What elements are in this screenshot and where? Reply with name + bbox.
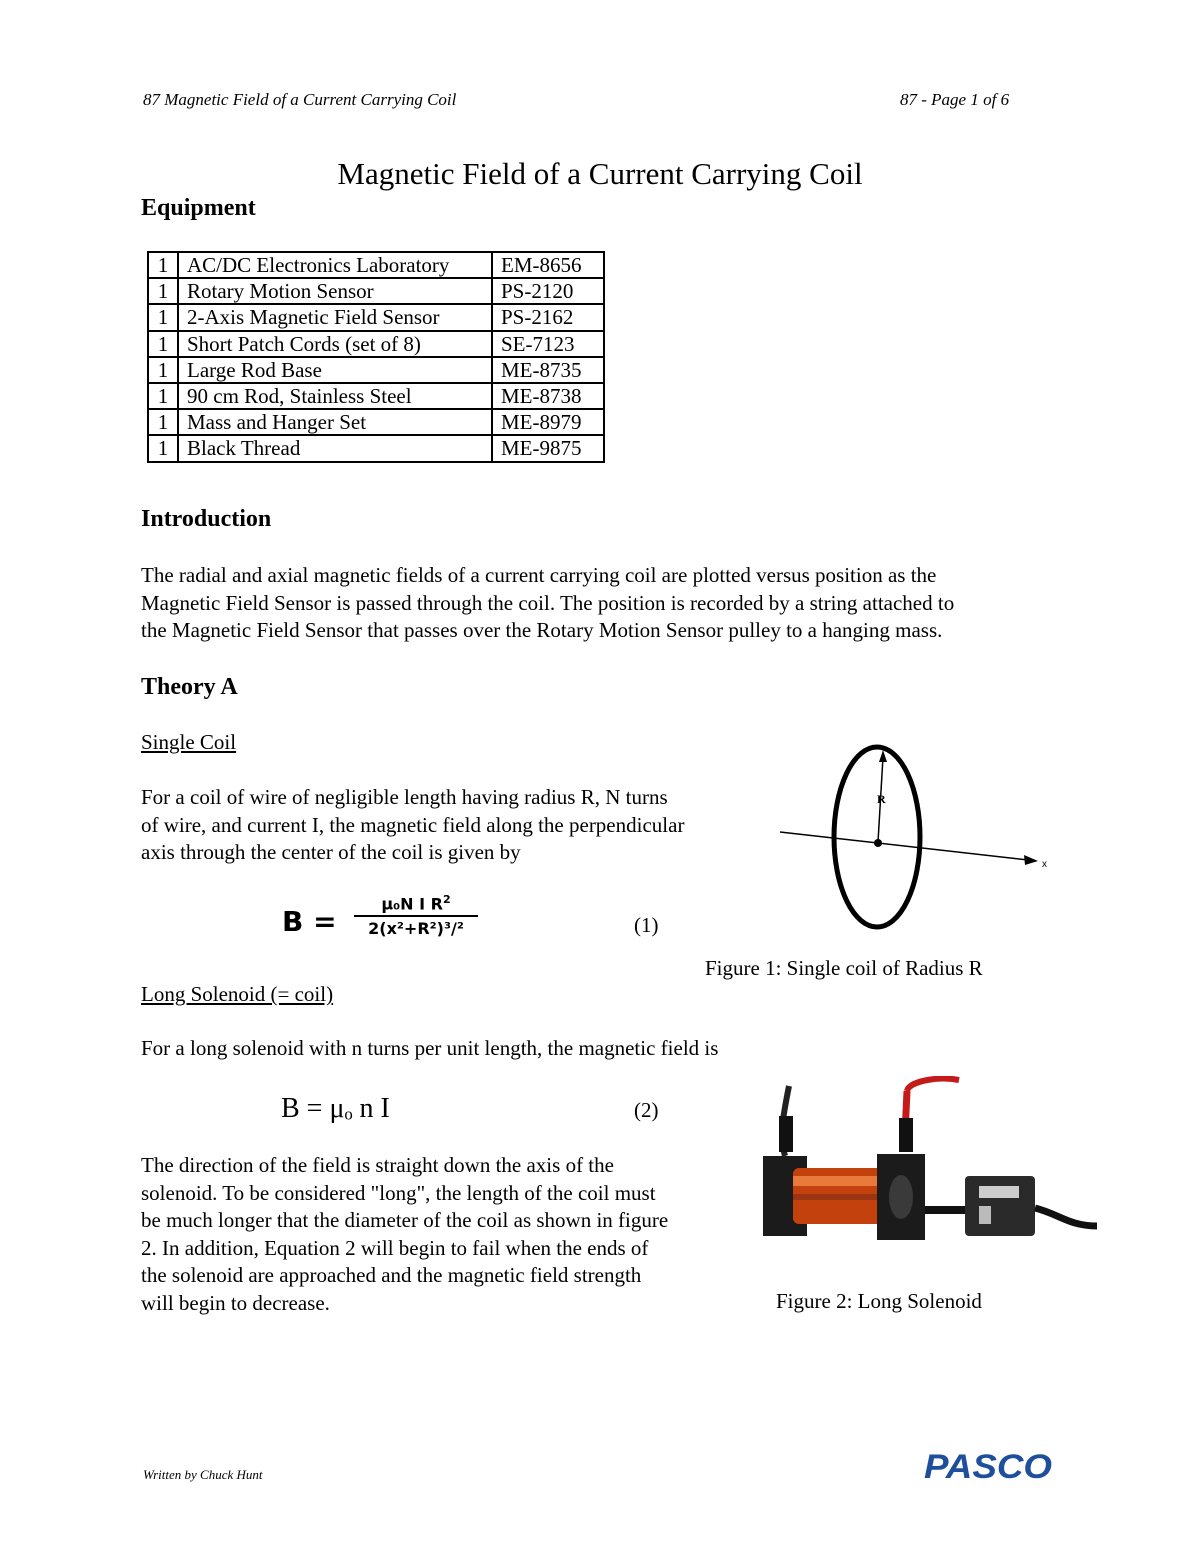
equipment-qty: 1 [148, 304, 178, 330]
single-coil-paragraph [141, 784, 684, 867]
x-axis-line [780, 832, 1028, 860]
equipment-row [148, 278, 604, 304]
radius-label: R [877, 792, 886, 806]
equipment-qty: 1 [148, 383, 178, 409]
long-solenoid-heading: Long Solenoid (= coil) [141, 982, 334, 1006]
equipment-row [148, 383, 604, 409]
equipment-code: PS-2120 [492, 278, 604, 304]
equation-1-fraction [354, 893, 478, 938]
introduction-line: The radial and axial magnetic fields of a current carrying coil are plotted versus position as the [141, 563, 937, 587]
long-solenoid-line: solenoid. To be considered "long", the length of the coil must [141, 1180, 656, 1205]
equipment-name: 90 cm Rod, Stainless Steel [178, 383, 492, 409]
equipment-row [148, 331, 604, 357]
equipment-qty: 1 [148, 357, 178, 383]
long-solenoid-line: the solenoid are approached and the magnetic field strength [141, 1263, 642, 1287]
equipment-name: Large Rod Base [178, 357, 492, 383]
equipment-name: Short Patch Cords (set of 8) [178, 331, 492, 357]
long-solenoid-intro: For a long solenoid with n turns per unit length, the magnetic field is [141, 1036, 719, 1060]
equipment-row [148, 304, 604, 330]
equipment-name: Rotary Motion Sensor [178, 278, 492, 304]
introduction-paragraph [141, 562, 954, 645]
equipment-name: Mass and Hanger Set [178, 409, 492, 435]
magnetic-field-sensor [965, 1176, 1035, 1236]
figure-2-caption: Figure 2: Long Solenoid [776, 1289, 982, 1313]
x-axis-arrowhead [1024, 855, 1038, 865]
introduction-line: the Magnetic Field Sensor that passes over the Rotary Motion Sensor pulley to a hanging mass. [141, 618, 943, 642]
equipment-heading: Equipment [141, 195, 256, 221]
single-coil-line: For a coil of wire of negligible length having radius R, N turns [141, 785, 668, 809]
long-solenoid-paragraph [141, 1152, 668, 1317]
equipment-code: ME-8979 [492, 409, 604, 435]
equipment-qty: 1 [148, 331, 178, 357]
radius-arrowhead [879, 750, 887, 762]
equipment-qty: 1 [148, 409, 178, 435]
author-credit: Written by Chuck Hunt [143, 1467, 263, 1482]
running-header-page: 87 - Page 1 of 6 [900, 90, 1010, 109]
theory-heading: Theory A [141, 674, 238, 700]
running-header-left: 87 Magnetic Field of a Current Carrying Coil [143, 90, 457, 109]
equipment-name: Black Thread [178, 435, 492, 461]
single-coil-line: axis through the center of the coil is given by [141, 840, 521, 864]
equation-1-denominator: 2(x²+R²)³/² [368, 919, 464, 939]
equipment-code: EM-8656 [492, 252, 604, 278]
equipment-table [147, 251, 605, 463]
equation-2: B = μₒ n I [281, 1093, 390, 1124]
equipment-code: ME-9875 [492, 435, 604, 461]
coil-center-dot [874, 839, 882, 847]
figure-1-single-coil-diagram [770, 740, 1060, 940]
equation-1-numerator: μ₀N I $R^2$ [354, 893, 478, 917]
figure-1-caption: Figure 1: Single coil of Radius R [705, 956, 983, 980]
equation-1-number: (1) [634, 913, 659, 937]
equipment-code: SE-7123 [492, 331, 604, 357]
equipment-row [148, 409, 604, 435]
single-coil-line: of wire, and current I, the magnetic field along the perpendicular [141, 812, 685, 837]
coil-loop [834, 747, 920, 927]
equipment-row [148, 252, 604, 278]
x-axis-label: x [1042, 859, 1047, 870]
equipment-code: ME-8738 [492, 383, 604, 409]
pasco-logo [922, 1449, 1054, 1483]
equipment-name: 2-Axis Magnetic Field Sensor [178, 304, 492, 330]
page-title: Magnetic Field of a Current Carrying Coil [337, 156, 863, 191]
equipment-row [148, 357, 604, 383]
introduction-heading: Introduction [141, 506, 272, 532]
single-coil-heading: Single Coil [141, 730, 237, 754]
long-solenoid-line: 2. In addition, Equation 2 will begin to fail when the ends of [141, 1235, 649, 1260]
long-solenoid-line: The direction of the field is straight down the axis of the [141, 1153, 614, 1177]
equation-1-lhs: B = [282, 905, 337, 938]
introduction-line: Magnetic Field Sensor is passed through the coil. The position is recorded by a string attached to [141, 590, 955, 615]
equipment-qty: 1 [148, 252, 178, 278]
equipment-row [148, 435, 604, 461]
equation-2-number: (2) [634, 1098, 659, 1122]
equipment-name: AC/DC Electronics Laboratory [178, 252, 492, 278]
long-solenoid-line: will begin to decrease. [141, 1290, 330, 1315]
equipment-code: PS-2162 [492, 304, 604, 330]
long-solenoid-line: be much longer that the diameter of the coil as shown in figure [141, 1208, 669, 1232]
figure-2-solenoid-photo [749, 1076, 1097, 1268]
equipment-qty: 1 [148, 278, 178, 304]
equipment-code: ME-8735 [492, 357, 604, 383]
equipment-qty: 1 [148, 435, 178, 461]
pasco-logo-text: PASCO [924, 1449, 1052, 1483]
